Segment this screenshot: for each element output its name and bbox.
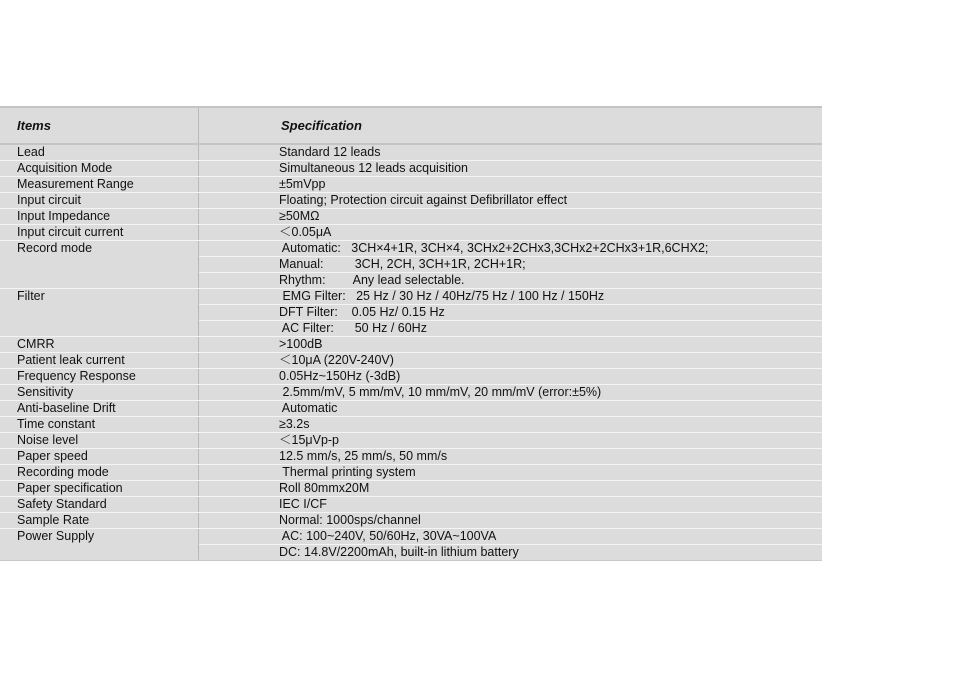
row-specs [199,225,822,240]
table-row [0,385,822,401]
row-specs [199,513,822,528]
row-specs [199,161,822,176]
spec-line: ≥50MΩ [279,209,320,223]
row-specs [199,289,822,336]
spec-line: Floating; Protection circuit against Defibrillator effect [279,193,568,207]
spec-table [0,106,822,561]
row-item: Filter [0,289,199,336]
row-specs [199,369,822,384]
table-row [0,465,822,481]
header-specification: Specification [281,118,362,133]
row-specs [199,481,822,496]
row-item: Record mode [0,241,199,288]
spec-line: Simultaneous 12 leads acquisition [279,161,469,175]
spec-line: Automatic: 3CH×4+1R, 3CH×4, 3CHx2+2CHx3,3CHx2+2CHx3+1R,6CHX2; [279,241,709,255]
table-row [0,225,822,241]
spec-line: >100dB [279,337,323,351]
table-row [0,529,822,560]
table-row [0,145,822,161]
row-item: Frequency Response [0,369,199,384]
table-row [0,497,822,513]
row-specs [199,529,822,560]
spec-line: ＜15μVp-p [279,433,340,447]
table-row [0,481,822,497]
row-specs [199,401,822,416]
spec-line: AC Filter: 50 Hz / 60Hz [199,320,822,336]
row-specs [199,241,822,288]
row-item: Anti-baseline Drift [0,401,199,416]
row-specs [199,353,822,368]
row-specs [199,145,822,160]
spec-line: Standard 12 leads [279,145,381,159]
row-specs [199,417,822,432]
row-item: CMRR [0,337,199,352]
row-item: Recording mode [0,465,199,480]
table-row [0,177,822,193]
row-item: Lead [0,145,199,160]
row-item: Noise level [0,433,199,448]
spec-line: 12.5 mm/s, 25 mm/s, 50 mm/s [279,449,448,463]
table-row [0,417,822,433]
spec-line: AC: 100~240V, 50/60Hz, 30VA~100VA [279,529,497,543]
row-specs [199,465,822,480]
table-row [0,513,822,529]
table-row [0,209,822,225]
table-row [0,193,822,209]
spec-line: Rhythm: Any lead selectable. [199,272,822,288]
spec-line: IEC I/CF [279,497,327,511]
row-item: Measurement Range [0,177,199,192]
table-row [0,353,822,369]
table-row [0,241,822,289]
row-specs [199,433,822,448]
spec-line: Manual: 3CH, 2CH, 3CH+1R, 2CH+1R; [199,256,822,272]
spec-line: 2.5mm/mV, 5 mm/mV, 10 mm/mV, 20 mm/mV (error:±5%) [279,385,602,399]
row-item: Time constant [0,417,199,432]
row-item: Input circuit [0,193,199,208]
row-specs [199,177,822,192]
spec-line: Automatic [279,401,338,415]
table-row [0,433,822,449]
spec-line: Normal: 1000sps/channel [279,513,421,527]
row-specs [199,193,822,208]
row-item: Power Supply [0,529,199,560]
row-specs [199,337,822,352]
header-items: Items [0,108,199,143]
row-item: Sensitivity [0,385,199,400]
spec-line: Roll 80mmx20M [279,481,370,495]
row-item: Patient leak current [0,353,199,368]
spec-line: ≥3.2s [279,417,310,431]
row-specs [199,449,822,464]
table-row [0,161,822,177]
table-row [0,449,822,465]
table-row [0,337,822,353]
spec-line: DFT Filter: 0.05 Hz/ 0.15 Hz [199,304,822,320]
spec-line: 0.05Hz~150Hz (-3dB) [279,369,401,383]
row-item: Paper specification [0,481,199,496]
spec-line: EMG Filter: 25 Hz / 30 Hz / 40Hz/75 Hz / 100 Hz / 150Hz [279,289,605,303]
spec-line: Thermal printing system [279,465,416,479]
row-item: Sample Rate [0,513,199,528]
table-row [0,369,822,385]
table-header [0,108,822,145]
spec-line: DC: 14.8V/2200mAh, built-in lithium battery [199,544,822,560]
row-item: Paper speed [0,449,199,464]
row-item: Input Impedance [0,209,199,224]
table-row [0,401,822,417]
table-body [0,145,822,560]
spec-line: ＜0.05μA [279,225,332,239]
spec-line: ＜10μA (220V-240V) [279,353,394,367]
spec-line: ±5mVpp [279,177,326,191]
row-specs [199,385,822,400]
table-row [0,289,822,337]
row-specs [199,209,822,224]
row-item: Input circuit current [0,225,199,240]
row-item: Acquisition Mode [0,161,199,176]
row-item: Safety Standard [0,497,199,512]
row-specs [199,497,822,512]
